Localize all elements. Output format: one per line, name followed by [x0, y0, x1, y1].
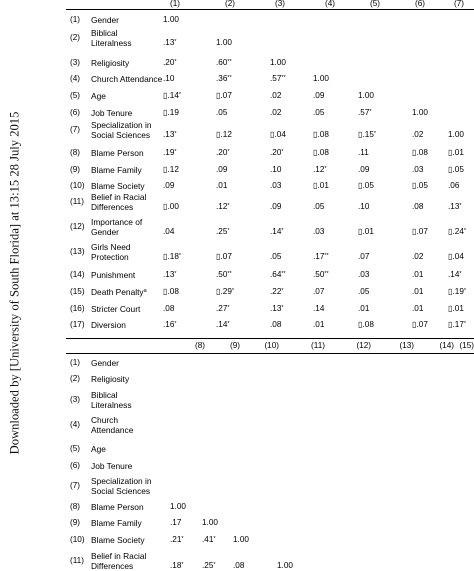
top-cell-value: ▯.15*	[358, 130, 377, 139]
top-cell-value: ▯.08	[313, 148, 329, 157]
watermark-text: Downloaded by [University of South Florida] at 13:15 28 July 2015	[7, 111, 22, 455]
top-cell-value: ▯.14*	[163, 91, 182, 100]
bottom-cell-value: .08	[233, 561, 245, 570]
top-cell-value: .16*	[163, 320, 177, 329]
top-cell-value: ▯.04	[448, 252, 464, 261]
top-cell-value: ▯.01	[448, 304, 464, 313]
top-row-label: Biblical	[91, 28, 118, 38]
top-cell-value: 1.00	[163, 15, 179, 24]
bottom-cell-value: .17	[170, 518, 182, 527]
bottom-cell-value: .18*	[170, 561, 184, 570]
top-cell-value: ▯.04	[270, 130, 286, 139]
bottom-row-number: (7)	[70, 481, 81, 490]
top-cell-value: .10	[270, 165, 282, 174]
top-row-number: (15)	[70, 287, 85, 296]
top-table-rule	[66, 9, 474, 10]
top-cell-value: .14*	[216, 320, 230, 329]
top-cell-value: ▯.18*	[163, 252, 182, 261]
top-cell-value: .09	[313, 91, 325, 100]
top-cell-value: .09	[358, 165, 370, 174]
top-row-label: Belief in Racial	[91, 192, 147, 202]
top-cell-value: .64**	[270, 270, 286, 279]
top-cell-value: ▯.07	[412, 227, 428, 236]
bottom-row-label: Blame Society	[91, 535, 145, 545]
top-cell-value: .05	[313, 108, 325, 117]
bottom-col-header: (8)	[194, 341, 205, 350]
top-cell-value: .14*	[448, 270, 462, 279]
top-cell-value: .36**	[216, 74, 232, 83]
bottom-row-number: (3)	[70, 395, 81, 404]
top-cell-value: .03	[313, 227, 325, 236]
top-cell-value: ▯.00	[163, 202, 179, 211]
top-cell-value: .10	[163, 74, 175, 83]
top-cell-value: .14*	[270, 227, 284, 236]
top-row-number: (7)	[70, 125, 81, 134]
top-row-number: (14)	[70, 270, 85, 279]
top-cell-value: ▯.07	[216, 252, 232, 261]
top-row-number: (4)	[70, 74, 81, 83]
top-cell-value: .05	[358, 287, 370, 296]
top-row-label: Blame Family	[91, 165, 142, 175]
top-row-number: (5)	[70, 91, 81, 100]
bottom-col-header: (15)	[459, 341, 474, 350]
top-cell-value: 1.00	[270, 58, 286, 67]
bottom-row-label: Blame Person	[91, 502, 144, 512]
top-cell-value: .07	[313, 287, 325, 296]
top-row-number: (16)	[70, 304, 85, 313]
top-cell-value: .57*	[358, 108, 372, 117]
top-cell-value: .13*	[270, 304, 284, 313]
top-cell-value: .02	[412, 252, 424, 261]
top-cell-value: .01	[412, 287, 424, 296]
bottom-cell-value: .21*	[170, 535, 184, 544]
top-cell-value: .03	[270, 181, 282, 190]
top-cell-value: .09	[163, 181, 175, 190]
top-col-header: (5)	[369, 0, 380, 8]
top-row-number: (10)	[70, 181, 85, 190]
top-row-label: Blame Person	[91, 148, 144, 158]
bottom-row-label: Religiosity	[91, 374, 130, 384]
top-row-number: (8)	[70, 148, 81, 157]
bottom-row-number: (1)	[70, 358, 81, 367]
bottom-row-label: Age	[91, 444, 106, 454]
bottom-row-number: (8)	[70, 502, 81, 511]
top-cell-value: ▯.05	[412, 181, 428, 190]
top-col-header: (6)	[414, 0, 425, 8]
top-cell-value: .14	[313, 304, 325, 313]
top-cell-value: .10	[358, 202, 370, 211]
top-cell-value: ▯.12	[216, 130, 232, 139]
top-cell-value: .01	[313, 320, 325, 329]
top-row-label: Diversion	[91, 320, 126, 330]
bottom-row-label: Attendance	[91, 425, 134, 435]
bottom-row-label: Literalness	[91, 400, 132, 410]
top-cell-value: .08	[163, 304, 175, 313]
top-cell-value: .19*	[163, 148, 177, 157]
bottom-col-header: (11)	[311, 341, 325, 350]
top-row-number: (6)	[70, 108, 81, 117]
top-cell-value: ▯.01	[313, 181, 329, 190]
bottom-col-header: (10)	[264, 341, 279, 350]
top-cell-value: ▯.07	[412, 320, 428, 329]
bottom-row-number: (4)	[70, 420, 81, 429]
top-row-number: (12)	[70, 222, 85, 231]
bottom-table-rule-header	[66, 353, 474, 354]
top-row-label: Stricter Court	[91, 304, 141, 314]
top-cell-value: .20*	[163, 58, 177, 67]
top-cell-value: ▯.08	[313, 130, 329, 139]
top-cell-value: ▯.08	[358, 320, 374, 329]
top-row-label: Protection	[91, 252, 129, 262]
bottom-row-label: Differences	[91, 561, 134, 571]
top-cell-value: .12*	[313, 165, 327, 174]
top-row-label: Blame Society	[91, 181, 145, 191]
top-cell-value: .13*	[448, 202, 462, 211]
bottom-row-label: Biblical	[91, 390, 118, 400]
top-row-label: Job Tenure	[91, 108, 133, 118]
bottom-row-label: Job Tenure	[91, 461, 133, 471]
top-cell-value: ▯.19*	[448, 287, 467, 296]
top-cell-value: .04	[163, 227, 175, 236]
top-row-label: Specialization in	[91, 120, 152, 130]
top-cell-value: .12*	[216, 202, 230, 211]
top-cell-value: .02	[270, 91, 282, 100]
top-cell-value: .09	[216, 165, 228, 174]
top-cell-value: ▯.01	[448, 148, 464, 157]
top-cell-value: .05	[216, 108, 228, 117]
top-cell-value: .20*	[270, 148, 284, 157]
top-row-label: Girls Need	[91, 242, 131, 252]
top-row-number: (3)	[70, 58, 81, 67]
top-col-header: (1)	[169, 0, 180, 8]
top-cell-value: .08	[412, 202, 424, 211]
top-cell-value: .03	[412, 165, 424, 174]
top-cell-value: ▯.29*	[216, 287, 235, 296]
top-cell-value: .09	[270, 202, 282, 211]
correlation-table-page	[30, 0, 474, 571]
top-cell-value: ▯.19	[163, 108, 179, 117]
top-row-label: Age	[91, 91, 106, 101]
top-cell-value: .20*	[216, 148, 230, 157]
top-cell-value: .17**	[313, 252, 329, 261]
bottom-row-number: (9)	[70, 518, 81, 527]
bottom-row-number: (5)	[70, 444, 81, 453]
top-cell-value: ▯.07	[216, 91, 232, 100]
top-row-number: (17)	[70, 320, 85, 329]
top-cell-value: ▯.01	[358, 227, 374, 236]
top-cell-value: .01	[412, 304, 424, 313]
top-cell-value: 1.00	[313, 74, 329, 83]
top-row-label: Gender	[91, 227, 119, 237]
bottom-row-label: Specialization in	[91, 476, 152, 486]
top-col-header: (4)	[324, 0, 335, 8]
top-cell-value: ▯.08	[163, 287, 179, 296]
bottom-row-number: (6)	[70, 461, 81, 470]
top-cell-value: ▯.17*	[448, 320, 467, 329]
top-cell-value: .08	[270, 320, 282, 329]
top-cell-value: .05	[270, 252, 282, 261]
bottom-cell-value: 1.00	[277, 561, 293, 570]
bottom-row-number: (10)	[70, 535, 85, 544]
top-row-label: Literalness	[91, 38, 132, 48]
top-cell-value: .01	[412, 270, 424, 279]
bottom-row-label: Church	[91, 415, 118, 425]
top-cell-value: .05	[313, 202, 325, 211]
top-cell-value: .02	[412, 130, 424, 139]
top-row-number: (13)	[70, 247, 85, 256]
bottom-row-number: (11)	[70, 556, 84, 565]
bottom-cell-value: 1.00	[202, 518, 218, 527]
top-row-label: Social Sciences	[91, 130, 151, 140]
top-col-header: (3)	[274, 0, 285, 8]
top-cell-value: ▯.12	[163, 165, 179, 174]
bottom-row-label: Gender	[91, 358, 119, 368]
top-cell-value: .07	[358, 252, 370, 261]
top-row-number: (1)	[70, 15, 81, 24]
top-cell-value: 1.00	[412, 108, 428, 117]
top-row-label: Death Penalty$^a$	[91, 287, 147, 297]
bottom-cell-value: .25*	[202, 561, 216, 570]
bottom-cell-value: .41*	[202, 535, 216, 544]
top-cell-value: ▯.05	[448, 165, 464, 174]
top-cell-value: 1.00	[358, 91, 374, 100]
top-cell-value: .22*	[270, 287, 284, 296]
top-row-label: Gender	[91, 15, 119, 25]
top-cell-value: ▯.08	[412, 148, 428, 157]
top-cell-value: .02	[270, 108, 282, 117]
top-cell-value: .50**	[216, 270, 232, 279]
top-cell-value: .01	[358, 304, 370, 313]
bottom-col-header: (14)	[439, 341, 454, 350]
top-row-number: (2)	[70, 33, 81, 42]
bottom-row-label: Belief in Racial	[91, 551, 147, 561]
top-cell-value: .13*	[163, 270, 177, 279]
top-cell-value: .50**	[313, 270, 329, 279]
top-col-header: (7)	[453, 0, 464, 8]
bottom-row-number: (2)	[70, 374, 81, 383]
top-cell-value: ▯.05	[358, 181, 374, 190]
bottom-table-rule-top	[66, 338, 474, 339]
top-cell-value: 1.00	[216, 38, 232, 47]
top-col-header: (2)	[224, 0, 235, 8]
bottom-cell-value: 1.00	[233, 535, 249, 544]
top-cell-value: .06	[448, 181, 460, 190]
bottom-cell-value: 1.00	[170, 502, 186, 511]
top-row-label: Differences	[91, 202, 134, 212]
top-cell-value: 1.00	[448, 130, 464, 139]
bottom-row-label: Blame Family	[91, 518, 142, 528]
bottom-col-header: (12)	[356, 341, 371, 350]
top-cell-value: .13*	[163, 130, 177, 139]
top-row-label: Church Attendance	[91, 74, 163, 84]
top-cell-value: .25*	[216, 227, 230, 236]
top-cell-value: .13*	[163, 38, 177, 47]
top-cell-value: .11	[358, 148, 369, 157]
top-cell-value: .27*	[216, 304, 230, 313]
download-watermark	[0, 0, 30, 566]
bottom-col-header: (13)	[399, 341, 414, 350]
top-cell-value: .03	[358, 270, 370, 279]
bottom-col-header: (9)	[229, 341, 240, 350]
top-row-label: Punishment	[91, 270, 136, 280]
top-row-number: (9)	[70, 165, 81, 174]
top-cell-value: .01	[216, 181, 228, 190]
top-row-label: Importance of	[91, 217, 143, 227]
bottom-row-label: Social Sciences	[91, 486, 151, 496]
top-row-number: (11)	[70, 197, 84, 206]
top-row-label: Religiosity	[91, 58, 130, 68]
top-cell-value: .60**	[216, 58, 232, 67]
top-cell-value: .57**	[270, 74, 286, 83]
top-cell-value: ▯.24*	[448, 227, 467, 236]
